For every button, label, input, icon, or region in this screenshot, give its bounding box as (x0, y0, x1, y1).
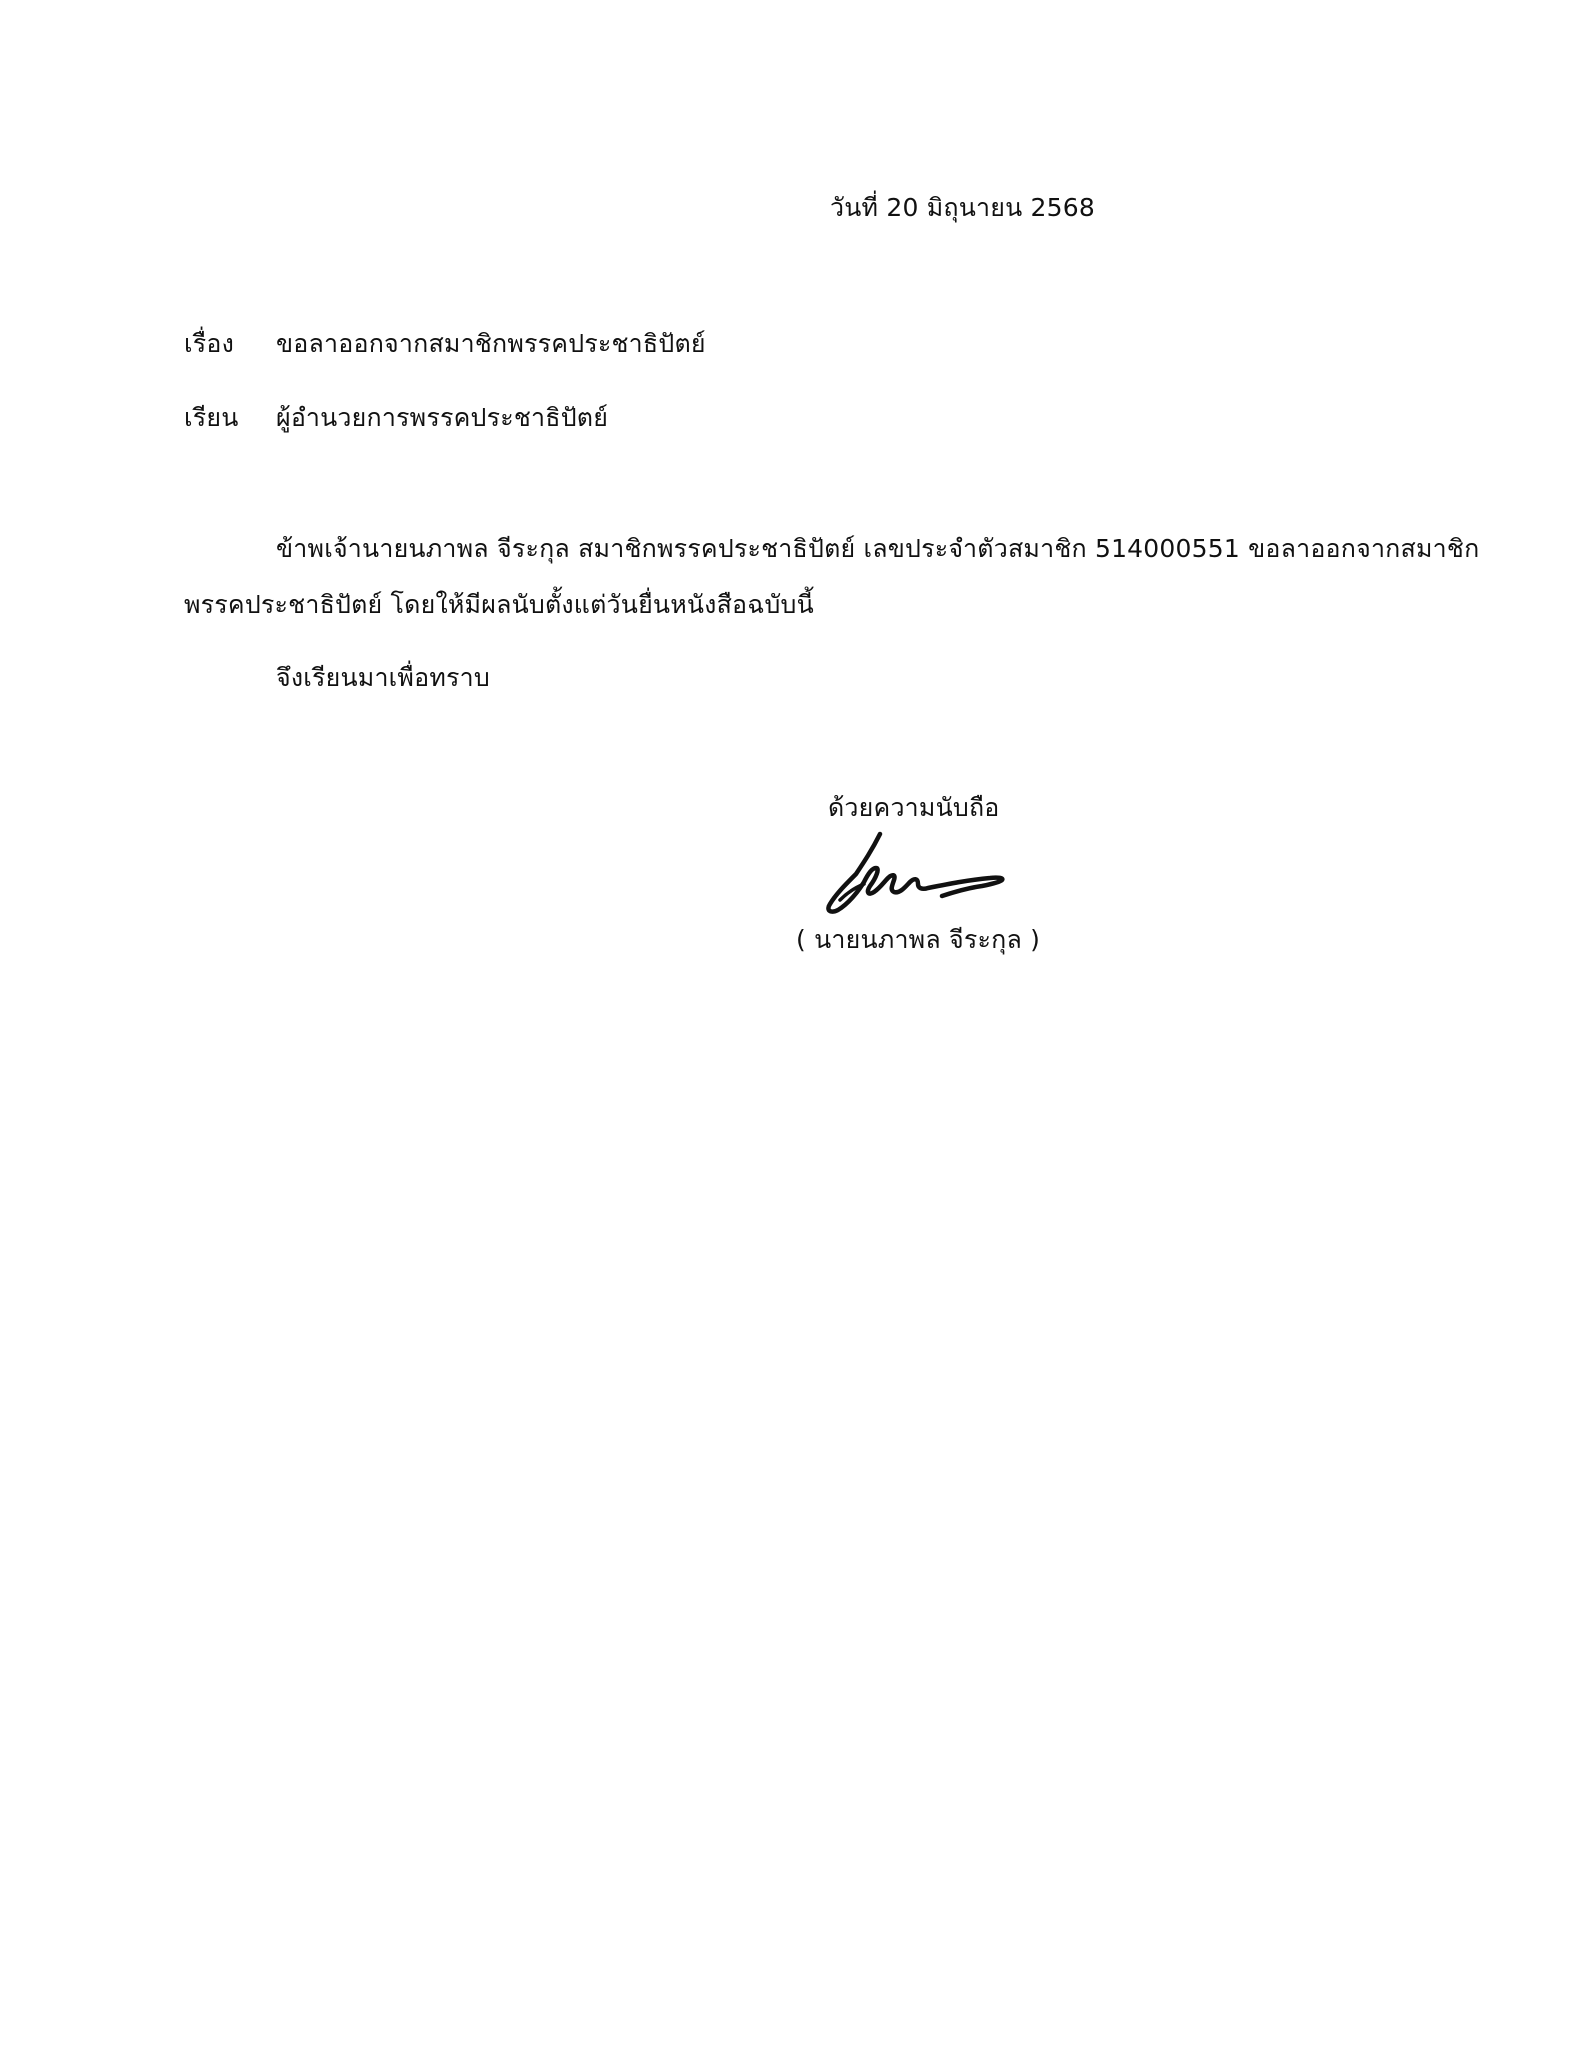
letter-date: วันที่ 20 มิถุนายน 2568 (830, 193, 1095, 222)
body-paragraph-line-1: ข้าพเจ้านายนภาพล จีระกุล สมาชิกพรรคประชาธิปัตย์ เลขประจำตัวสมาชิก 514000551 ขอลาออกจากสมาชิก (276, 534, 1480, 563)
signer-name: ( นายนภาพล จีระกุล ) (796, 925, 1041, 954)
handwritten-signature (818, 822, 1018, 922)
recipient-text: ผู้อำนวยการพรรคประชาธิปัตย์ (276, 403, 609, 432)
closing-line: จึงเรียนมาเพื่อทราบ (276, 663, 490, 692)
subject-label: เรื่อง (184, 329, 234, 358)
subject-text: ขอลาออกจากสมาชิกพรรคประชาธิปัตย์ (276, 329, 706, 358)
body-paragraph-line-2: พรรคประชาธิปัตย์ โดยให้มีผลนับตั้งแต่วันยื่นหนังสือฉบับนี้ (184, 590, 814, 619)
regards-line: ด้วยความนับถือ (828, 793, 1000, 822)
recipient-label: เรียน (184, 403, 239, 432)
